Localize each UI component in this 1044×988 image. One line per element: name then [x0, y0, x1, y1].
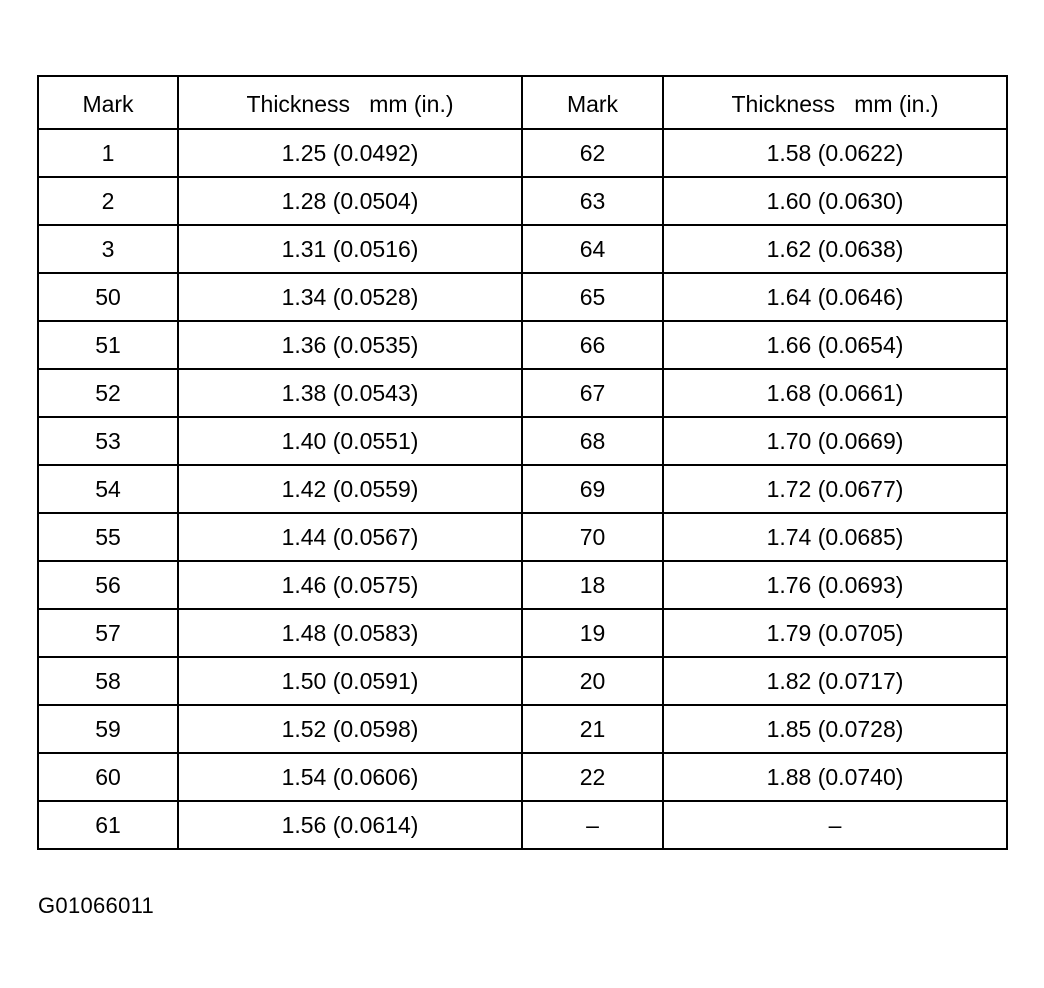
- table-row: [38, 705, 1007, 753]
- thickness-cell: 1.68 (0.0661): [663, 369, 1007, 417]
- thickness-cell: 1.82 (0.0717): [663, 657, 1007, 705]
- mark-cell: 56: [38, 561, 178, 609]
- thickness-cell: 1.58 (0.0622): [663, 129, 1007, 177]
- mark-cell: 53: [38, 417, 178, 465]
- thickness-cell: 1.40 (0.0551): [178, 417, 522, 465]
- mark-cell: 51: [38, 321, 178, 369]
- mark-cell: 54: [38, 465, 178, 513]
- mark-cell: 18: [522, 561, 663, 609]
- thickness-cell: –: [663, 801, 1007, 849]
- thickness-cell: 1.85 (0.0728): [663, 705, 1007, 753]
- mark-cell: 67: [522, 369, 663, 417]
- mark-cell: 61: [38, 801, 178, 849]
- header-thickness-right: Thickness mm (in.): [663, 76, 1007, 129]
- header-mark-left: Mark: [38, 76, 178, 129]
- mark-cell: –: [522, 801, 663, 849]
- mark-cell: 59: [38, 705, 178, 753]
- thickness-cell: 1.64 (0.0646): [663, 273, 1007, 321]
- mark-cell: 58: [38, 657, 178, 705]
- thickness-cell: 1.34 (0.0528): [178, 273, 522, 321]
- table-row: [38, 369, 1007, 417]
- table-row: [38, 609, 1007, 657]
- mark-cell: 70: [522, 513, 663, 561]
- thickness-cell: 1.31 (0.0516): [178, 225, 522, 273]
- table-row: [38, 801, 1007, 849]
- mark-cell: 3: [38, 225, 178, 273]
- thickness-cell: 1.74 (0.0685): [663, 513, 1007, 561]
- thickness-cell: 1.46 (0.0575): [178, 561, 522, 609]
- mark-cell: 52: [38, 369, 178, 417]
- thickness-cell: 1.25 (0.0492): [178, 129, 522, 177]
- table-row: [38, 513, 1007, 561]
- mark-cell: 62: [522, 129, 663, 177]
- thickness-cell: 1.36 (0.0535): [178, 321, 522, 369]
- mark-cell: 19: [522, 609, 663, 657]
- table-header-row: [38, 76, 1007, 129]
- mark-cell: 20: [522, 657, 663, 705]
- mark-cell: 68: [522, 417, 663, 465]
- mark-cell: 2: [38, 177, 178, 225]
- header-mark-right: Mark: [522, 76, 663, 129]
- table-row: [38, 225, 1007, 273]
- figure-id-label: G01066011: [38, 893, 155, 918]
- mark-cell: 55: [38, 513, 178, 561]
- thickness-cell: 1.72 (0.0677): [663, 465, 1007, 513]
- table-row: [38, 321, 1007, 369]
- mark-cell: 1: [38, 129, 178, 177]
- thickness-cell: 1.48 (0.0583): [178, 609, 522, 657]
- table-row: [38, 177, 1007, 225]
- thickness-cell: 1.28 (0.0504): [178, 177, 522, 225]
- mark-cell: 57: [38, 609, 178, 657]
- mark-cell: 22: [522, 753, 663, 801]
- thickness-cell: 1.79 (0.0705): [663, 609, 1007, 657]
- thickness-cell: 1.62 (0.0638): [663, 225, 1007, 273]
- mark-cell: 50: [38, 273, 178, 321]
- thickness-cell: 1.54 (0.0606): [178, 753, 522, 801]
- thickness-table: [37, 75, 1008, 850]
- mark-cell: 60: [38, 753, 178, 801]
- thickness-cell: 1.76 (0.0693): [663, 561, 1007, 609]
- thickness-cell: 1.66 (0.0654): [663, 321, 1007, 369]
- mark-cell: 65: [522, 273, 663, 321]
- header-thickness-left: Thickness mm (in.): [178, 76, 522, 129]
- mark-cell: 64: [522, 225, 663, 273]
- thickness-cell: 1.70 (0.0669): [663, 417, 1007, 465]
- mark-cell: 66: [522, 321, 663, 369]
- thickness-cell: 1.42 (0.0559): [178, 465, 522, 513]
- thickness-cell: 1.56 (0.0614): [178, 801, 522, 849]
- mark-cell: 21: [522, 705, 663, 753]
- thickness-cell: 1.44 (0.0567): [178, 513, 522, 561]
- table-row: [38, 561, 1007, 609]
- table-row: [38, 465, 1007, 513]
- table-row: [38, 273, 1007, 321]
- thickness-cell: 1.38 (0.0543): [178, 369, 522, 417]
- mark-cell: 63: [522, 177, 663, 225]
- mark-cell: 69: [522, 465, 663, 513]
- table-row: [38, 657, 1007, 705]
- thickness-cell: 1.60 (0.0630): [663, 177, 1007, 225]
- table-row: [38, 417, 1007, 465]
- thickness-cell: 1.50 (0.0591): [178, 657, 522, 705]
- table-row: [38, 129, 1007, 177]
- thickness-cell: 1.52 (0.0598): [178, 705, 522, 753]
- table-row: [38, 753, 1007, 801]
- thickness-cell: 1.88 (0.0740): [663, 753, 1007, 801]
